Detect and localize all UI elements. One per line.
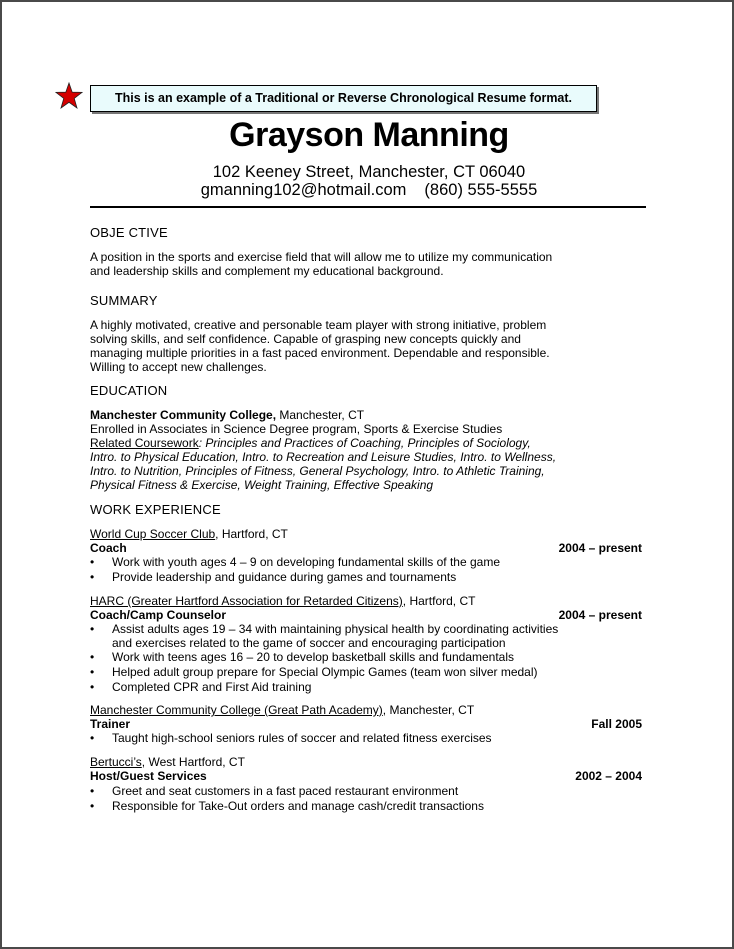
coursework-label: Related Coursework [90,436,199,450]
candidate-name: Grayson Manning [229,116,509,154]
bullet-dot: • [90,731,95,745]
bullet-dot: • [90,799,95,813]
format-note-text: This is an example of a Traditional or Reverse Chronological Resume format. [114,91,573,105]
job-bullet [90,799,484,813]
job-role: Coach/Camp Counselor [90,608,227,622]
job-bullet [90,680,311,694]
education-school-line [90,408,364,422]
employer-location: , Hartford, CT [215,527,288,541]
school-name: Manchester Community College, [90,408,277,422]
job-bullet [90,784,458,798]
bullet-text: Provide leadership and guidance during games and tournaments [112,570,457,584]
candidate-phone: (860) 555-5555 [424,181,538,199]
job-bullet [90,731,492,745]
job-employer-line [90,755,245,769]
job-employer-line [90,594,475,608]
bullet-dot: • [90,650,95,664]
format-note-box [90,85,597,112]
objective-line: A position in the sports and exercise field that will allow me to utilize my communication [90,250,553,264]
coursework-line [90,436,531,450]
education-heading: EDUCATION [90,383,168,398]
job-bullet [90,622,558,636]
bullet-text: Work with teens ages 16 – 20 to develop basketball skills and fundamentals [112,650,515,664]
job-dates: 2002 – 2004 [575,769,642,783]
employer-name: Manchester Community College (Great Path Academy) [90,703,383,717]
bullet-text: Assist adults ages 19 – 34 with maintaining physical health by coordinating activities [112,622,559,636]
coursework-text: Intro. to Nutrition, Principles of Fitness, General Psychology, Intro. to Athletic Training, [90,464,545,478]
bullet-dot: • [90,784,95,798]
bullet-text: Work with youth ages 4 – 9 on developing fundamental skills of the game [112,555,501,569]
bullet-dot: • [90,622,95,636]
header-divider [90,206,646,208]
bullet-dot: • [90,570,95,584]
employer-name: HARC (Greater Hartford Association for Retarded Citizens) [90,594,403,608]
bullet-text: Greet and seat customers in a fast paced restaurant environment [112,784,459,798]
bullet-dot: • [90,680,95,694]
job-dates: 2004 – present [558,608,642,622]
bullet-dot: • [90,555,95,569]
school-location: Manchester, CT [276,408,365,422]
education-degree: Enrolled in Associates in Science Degree program, Sports & Exercise Studies [90,422,503,436]
job-bullet [90,555,500,569]
objective-heading: OBJE CTIVE [90,225,168,240]
coursework-text: Physical Fitness & Exercise, Weight Training, Effective Speaking [90,478,434,492]
objective-line: and leadership skills and complement my educational background. [90,264,444,278]
bullet-dot: • [90,665,95,679]
work-heading: WORK EXPERIENCE [90,502,221,517]
job-dates: 2004 – present [558,541,642,555]
job-bullet [90,650,514,664]
summary-line: managing multiple priorities in a fast paced environment. Dependable and responsible. [90,346,550,360]
job-employer-line [90,527,288,541]
contact-line [2,181,734,200]
job-role: Coach [90,541,127,555]
employer-location: , Manchester, CT [382,703,475,717]
employer-location: , Hartford, CT [402,594,476,608]
summary-line: Willing to accept new challenges. [90,360,267,374]
coursework-text: : Principles and Practices of Coaching, Principles of Sociology, [198,436,531,450]
summary-line: solving skills, and self confidence. Capable of grasping new concepts quickly and [90,332,521,346]
employer-name: Bertucci’s [90,755,142,769]
bullet-text: Completed CPR and First Aid training [112,680,312,694]
candidate-address: 102 Keeney Street, Manchester, CT 06040 [212,163,526,181]
star-icon [55,82,83,110]
coursework-text: Intro. to Physical Education, Intro. to Recreation and Leisure Studies, Intro. to Wellness, [90,450,557,464]
employer-location: , West Hartford, CT [141,755,245,769]
summary-line: A highly motivated, creative and personable team player with strong initiative, problem [90,318,547,332]
candidate-email[interactable]: gmanning102@hotmail.com [200,181,407,199]
summary-heading: SUMMARY [90,293,158,308]
employer-name: World Cup Soccer Club [90,527,216,541]
job-dates: Fall 2005 [591,717,642,731]
job-bullet [90,665,538,679]
bullet-text: Responsible for Take-Out orders and manage cash/credit transactions [112,799,484,813]
bullet-text: Helped adult group prepare for Special Olympic Games (team won silver medal) [112,665,538,679]
job-role: Host/Guest Services [90,769,207,783]
bullet-continuation: and exercises related to the game of soccer and encouraging participation [112,636,506,650]
bullet-text: Taught high-school seniors rules of soccer and related fitness exercises [112,731,492,745]
job-role: Trainer [90,717,131,731]
job-employer-line [90,703,474,717]
job-bullet [90,570,456,584]
